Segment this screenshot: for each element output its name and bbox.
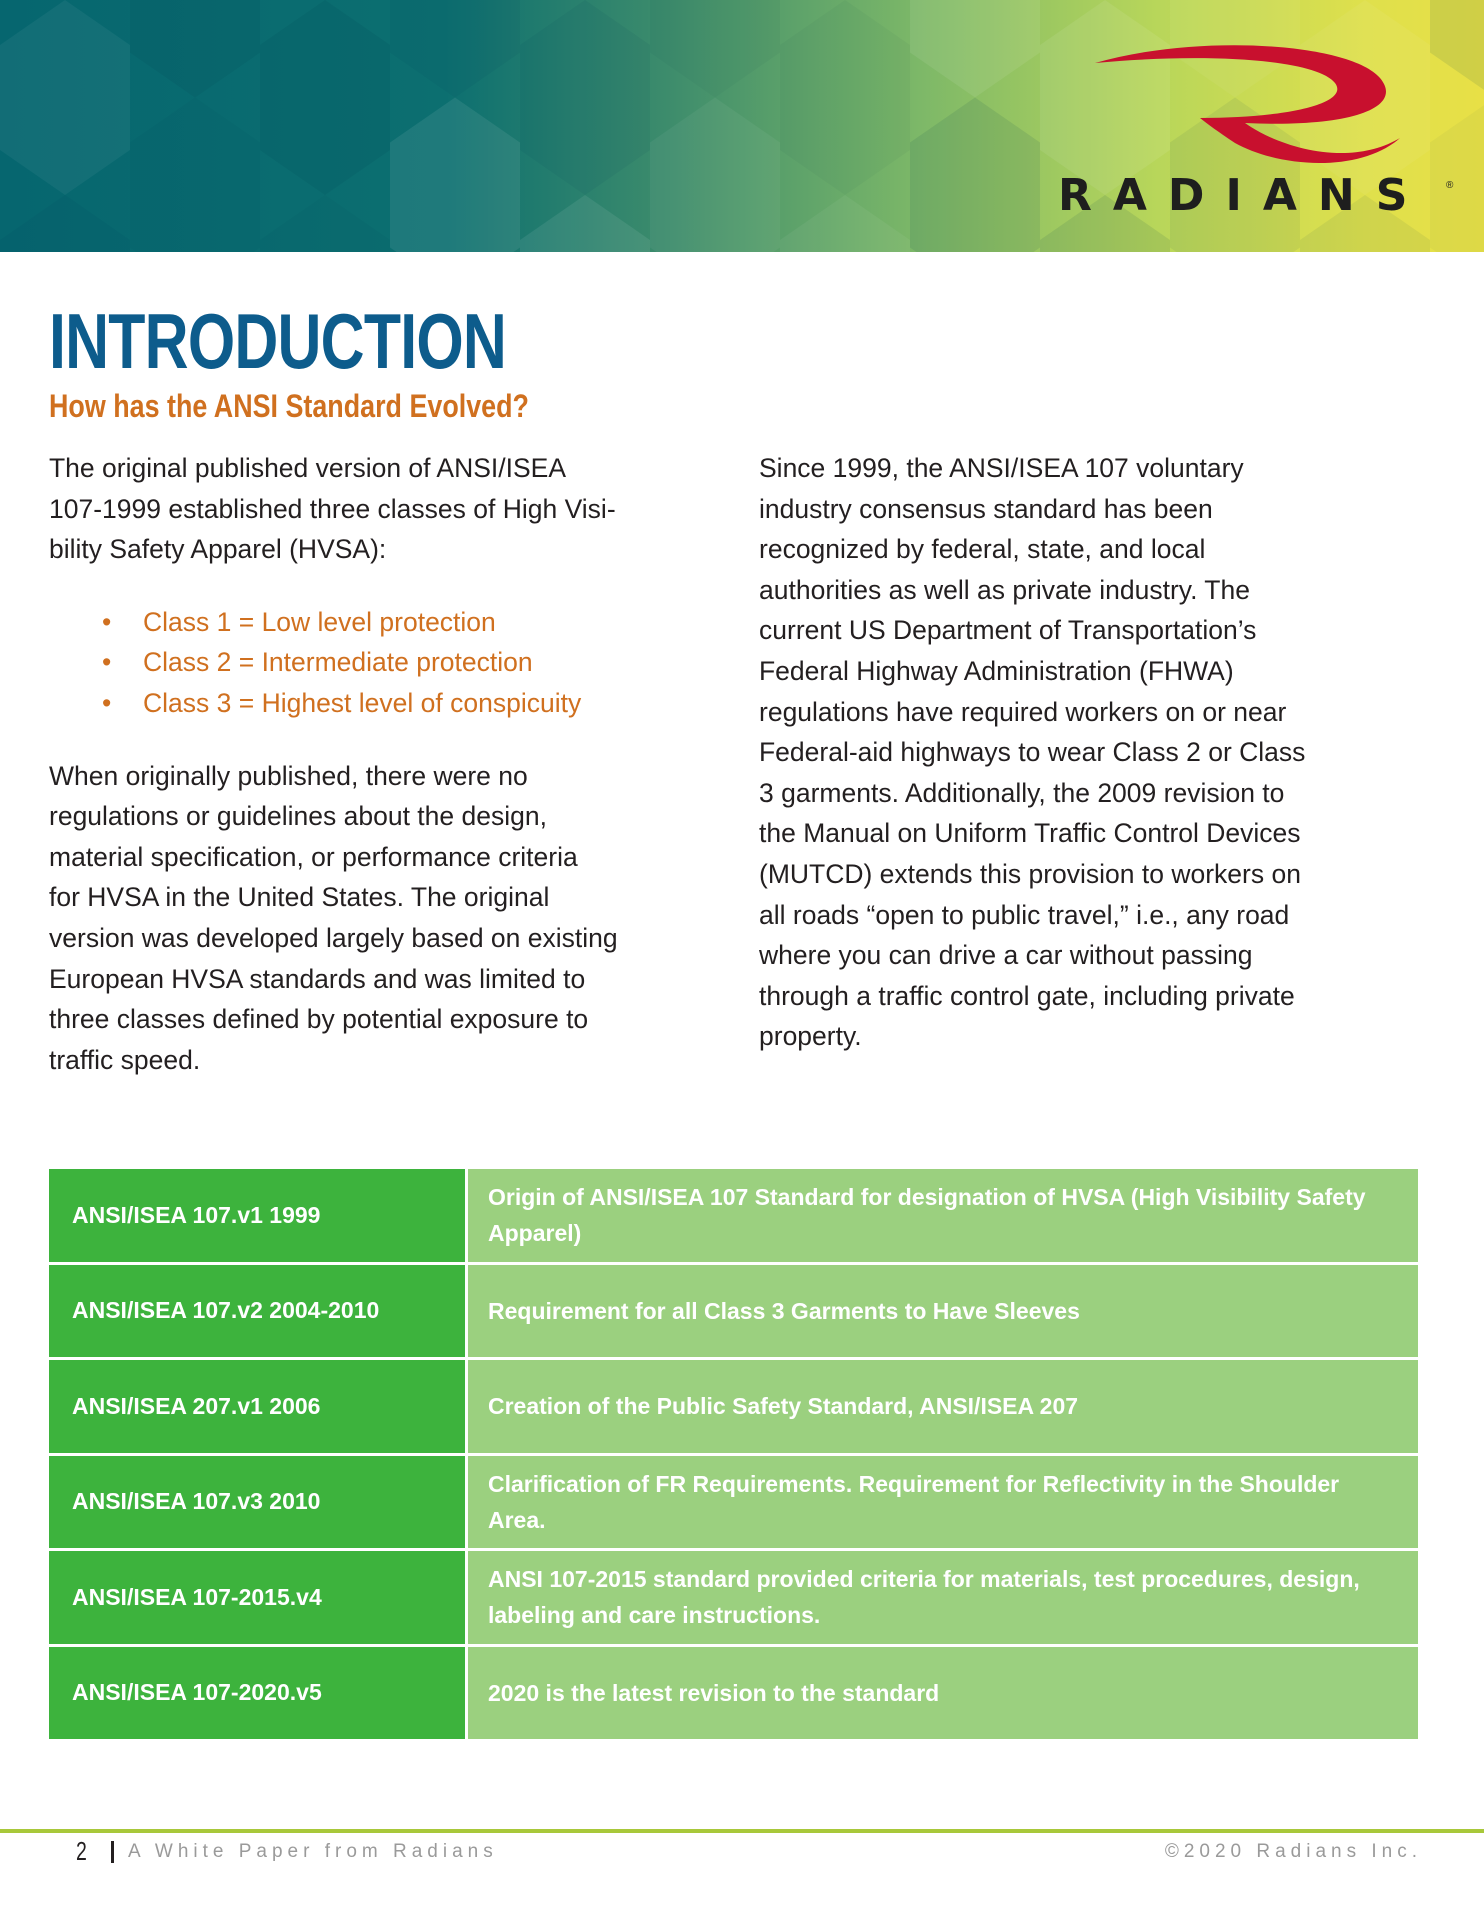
text-line: 107-1999 established three classes of High Visi- [49,493,616,524]
text-line: all roads “open to public travel,” i.e., any road [759,899,1290,930]
text-line: bility Safety Apparel (HVSA): [49,534,387,565]
text-line: version was developed largely based on existing [49,922,618,953]
class-list-item [49,642,618,683]
table-row [49,1169,1418,1265]
standard-cell: ANSI/ISEA 107.v1 1999 [49,1169,468,1262]
text-line: When originally published, there were no [49,760,528,791]
history-paragraph [49,756,618,1081]
text-line: traffic speed. [49,1044,201,1075]
text-line: authorities as well as private industry. The [759,574,1250,605]
text-line: three classes defined by potential exposure to [49,1004,589,1035]
intro-paragraph [49,448,618,570]
description-cell: Clarification of FR Requirements. Requirement for Reflectivity in the Shoulder Area. [468,1456,1418,1549]
header-banner [0,0,1484,252]
hexagon-shape [260,0,390,195]
text-line: Since 1999, the ANSI/ISEA 107 voluntary [759,453,1244,483]
description-cell: Creation of the Public Safety Standard, ANSI/ISEA 207 [468,1360,1418,1453]
hexagon-shape [0,195,130,252]
bullet-icon: • [102,647,112,678]
text-line: regulations have required workers on or near [759,696,1287,727]
hexagon-shape [780,195,910,252]
standard-cell: ANSI/ISEA 107.v3 2010 [49,1456,468,1549]
description-cell: 2020 is the latest revision to the standard [468,1647,1418,1740]
standard-cell: ANSI/ISEA 207.v1 2006 [49,1360,468,1453]
text-line: (MUTCD) extends this provision to workers on [759,858,1301,889]
page-number: 2 [76,1836,87,1866]
hexagon-shape [130,98,260,253]
text-line: 3 garments. Additionally, the 2009 revision to [759,777,1285,808]
text-line: the Manual on Uniform Traffic Control Devices [759,818,1301,849]
hexagon-shape [780,0,910,195]
hexagon-shape [910,98,1040,253]
class-list [49,602,618,724]
footer-publication: A White Paper from Radians [128,1841,498,1862]
hexagon-shape [130,0,260,98]
class-list-label: Class 3 = Highest level of conspicuity [143,687,582,718]
table-row [49,1456,1418,1552]
standards-timeline-table [49,1169,1418,1742]
standard-cell: ANSI/ISEA 107-2015.v4 [49,1551,468,1644]
footer-separator [111,1841,114,1863]
table-row [49,1647,1418,1743]
text-line: European HVSA standards and was limited to [49,963,586,994]
hexagon-shape [390,0,520,98]
right-column [759,448,1305,1057]
text-line: material specification, or performance criteria [49,841,578,872]
footer-copyright: ©2020 Radians Inc. [1164,1841,1422,1862]
class-list-item [49,602,618,643]
bullet-icon: • [102,606,112,637]
table-row [49,1265,1418,1361]
table-row [49,1360,1418,1456]
text-line: regulations or guidelines about the design, [49,801,547,832]
standard-cell: ANSI/ISEA 107.v2 2004-2010 [49,1265,468,1358]
class-list-item [49,683,618,724]
hexagon-shape [520,0,650,195]
text-line: where you can drive a car without passing [759,940,1253,971]
hexagon-shape [520,195,650,252]
registered-mark: ® [1446,180,1454,191]
hexagon-shape [0,0,130,195]
left-column [49,448,618,1080]
hexagon-shape [390,98,520,253]
text-line: Federal-aid highways to wear Class 2 or Class [759,737,1306,768]
section-subtitle: How has the ANSI Standard Evolved? [49,388,529,424]
hexagon-shape [650,98,780,253]
text-line: industry consensus standard has been [759,493,1213,524]
text-line: for HVSA in the United States. The original [49,882,550,913]
class-list-label: Class 1 = Low level protection [143,606,496,637]
description-cell: Origin of ANSI/ISEA 107 Standard for designation of HVSA (High Visibility Safety Apparel) [468,1169,1418,1262]
text-line: current US Department of Transportation’s [759,615,1257,646]
text-line: recognized by federal, state, and local [759,534,1206,565]
text-line: The original published version of ANSI/ISEA [49,453,567,483]
hexagon-shape [650,0,780,98]
page-title: INTRODUCTION [49,297,507,385]
table-row [49,1551,1418,1647]
text-line: property. [759,1021,862,1052]
hexagon-shape [260,195,390,252]
footer-divider [0,1829,1484,1833]
text-line: Federal Highway Administration (FHWA) [759,655,1234,686]
text-line: through a traffic control gate, including private [759,980,1295,1011]
description-cell: Requirement for all Class 3 Garments to Have Sleeves [468,1265,1418,1358]
hexagon-shape [910,0,1040,98]
bullet-icon: • [102,687,112,718]
class-list-label: Class 2 = Intermediate protection [143,647,533,678]
brand-wordmark: RADIANS [1058,170,1429,221]
description-cell: ANSI 107-2015 standard provided criteria for materials, test procedures, design, labeling and care instructions. [468,1551,1418,1644]
standard-cell: ANSI/ISEA 107-2020.v5 [49,1647,468,1740]
